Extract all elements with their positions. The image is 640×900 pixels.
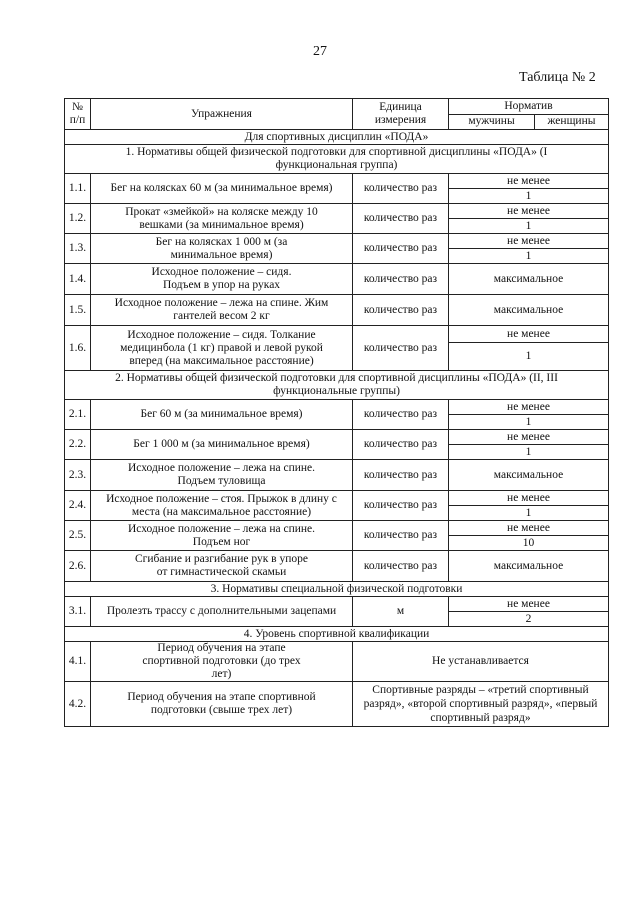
row-unit: м xyxy=(353,597,449,627)
row-exercise: Период обучения на этапе спортивной подготовки (до трех лет) xyxy=(91,642,353,682)
row-exercise: Бег на колясках 60 м (за минимальное время) xyxy=(91,174,353,204)
row-num: 2.2. xyxy=(65,430,91,460)
row-unit: количество раз xyxy=(353,400,449,430)
row-exercise: Бег на колясках 1 000 м (за минимальное время) xyxy=(91,234,353,264)
row-norm-label: не менее xyxy=(449,430,609,445)
row-num: 3.1. xyxy=(65,597,91,627)
section-4-title: 4. Уровень спортивной квалификации xyxy=(65,627,609,642)
table-row xyxy=(65,264,609,295)
section-1-title: 1. Нормативы общей физической подготовки для спортивной дисциплины «ПОДА» (I функциональная группа) xyxy=(65,145,609,174)
row-value: 1 xyxy=(449,249,609,264)
header-men: мужчины xyxy=(449,114,535,130)
row-num: 4.1. xyxy=(65,642,91,682)
row-num: 2.4. xyxy=(65,491,91,521)
section-2-row xyxy=(65,371,609,400)
row-unit: количество раз xyxy=(353,460,449,491)
row-unit: количество раз xyxy=(353,521,449,551)
row-exercise: Исходное положение – лежа на спине. Подъем ног xyxy=(91,521,353,551)
row-norm-label: не менее xyxy=(449,174,609,189)
row-value: 1 xyxy=(449,415,609,430)
row-unit: количество раз xyxy=(353,295,449,326)
header-norm: Норматив xyxy=(449,99,609,115)
row-exercise: Исходное положение – сидя. Толкание медицинбола (1 кг) правой и левой рукой вперед (на максимальное расстояние) xyxy=(91,326,353,371)
header-women: женщины xyxy=(535,114,609,130)
row-value: 10 xyxy=(449,536,609,551)
table-row xyxy=(65,551,609,582)
discipline-title: Для спортивных дисциплин «ПОДА» xyxy=(65,130,609,145)
table-row xyxy=(65,234,609,249)
table-row xyxy=(65,174,609,189)
row-num: 1.1. xyxy=(65,174,91,204)
row-exercise: Бег 1 000 м (за минимальное время) xyxy=(91,430,353,460)
row-num: 1.4. xyxy=(65,264,91,295)
row-norm-label: не менее xyxy=(449,521,609,536)
row-exercise: Исходное положение – сидя. Подъем в упор на руках xyxy=(91,264,353,295)
section-3-title: 3. Нормативы специальной физической подготовки xyxy=(65,582,609,597)
table-row xyxy=(65,295,609,326)
row-unit: количество раз xyxy=(353,174,449,204)
row-value: максимальное xyxy=(449,264,609,295)
table-label: Таблица № 2 xyxy=(519,70,596,85)
row-num: 1.3. xyxy=(65,234,91,264)
table-row xyxy=(65,521,609,536)
row-unit: количество раз xyxy=(353,491,449,521)
row-value: Не устанавливается xyxy=(353,642,609,682)
row-exercise: Бег 60 м (за минимальное время) xyxy=(91,400,353,430)
row-num: 2.1. xyxy=(65,400,91,430)
row-value: 2 xyxy=(449,612,609,627)
row-exercise: Пролезть трассу с дополнительными зацепами xyxy=(91,597,353,627)
row-unit: количество раз xyxy=(353,264,449,295)
row-unit: количество раз xyxy=(353,234,449,264)
row-exercise: Исходное положение – лежа на спине. Подъем туловища xyxy=(91,460,353,491)
row-exercise: Исходное положение – стоя. Прыжок в длину с места (на максимальное расстояние) xyxy=(91,491,353,521)
row-value: 1 xyxy=(449,506,609,521)
section-4-row xyxy=(65,627,609,642)
row-value: Спортивные разряды – «третий спортивный разряд», «второй спортивный разряд», «первый спортивный разряд» xyxy=(353,682,609,727)
row-value: 1 xyxy=(449,219,609,234)
section-1-row xyxy=(65,145,609,174)
section-3-row xyxy=(65,582,609,597)
table-row xyxy=(65,460,609,491)
row-norm-label: не менее xyxy=(449,400,609,415)
table-row xyxy=(65,597,609,612)
norms-table xyxy=(64,98,609,727)
page-number: 27 xyxy=(313,44,327,59)
table-row xyxy=(65,400,609,415)
table-row xyxy=(65,491,609,506)
table-row xyxy=(65,430,609,445)
header-exercise: Упражнения xyxy=(91,99,353,130)
header-unit: Единица измерения xyxy=(353,99,449,130)
row-value: максимальное xyxy=(449,460,609,491)
row-value: максимальное xyxy=(449,551,609,582)
row-value: 1 xyxy=(449,445,609,460)
row-unit: количество раз xyxy=(353,326,449,371)
row-num: 2.6. xyxy=(65,551,91,582)
row-num: 1.5. xyxy=(65,295,91,326)
row-norm-label: не менее xyxy=(449,597,609,612)
row-norm-label: не менее xyxy=(449,326,609,343)
table-row xyxy=(65,682,609,727)
row-unit: количество раз xyxy=(353,551,449,582)
row-num: 2.3. xyxy=(65,460,91,491)
row-exercise: Период обучения на этапе спортивной подготовки (свыше трех лет) xyxy=(91,682,353,727)
row-norm-label: не менее xyxy=(449,234,609,249)
row-norm-label: не менее xyxy=(449,204,609,219)
row-num: 4.2. xyxy=(65,682,91,727)
table-row xyxy=(65,326,609,343)
row-exercise: Прокат «змейкой» на коляске между 10 вешками (за минимальное время) xyxy=(91,204,353,234)
section-2-title: 2. Нормативы общей физической подготовки для спортивной дисциплины «ПОДА» (II, III функциональные группы) xyxy=(65,371,609,400)
row-num: 1.2. xyxy=(65,204,91,234)
row-exercise: Сгибание и разгибание рук в упоре от гимнастической скамьи xyxy=(91,551,353,582)
discipline-row xyxy=(65,130,609,145)
row-value: максимальное xyxy=(449,295,609,326)
row-unit: количество раз xyxy=(353,430,449,460)
row-unit: количество раз xyxy=(353,204,449,234)
row-num: 2.5. xyxy=(65,521,91,551)
table-row xyxy=(65,204,609,219)
table-row xyxy=(65,642,609,682)
row-value: 1 xyxy=(449,189,609,204)
header-num: № п/п xyxy=(65,99,91,130)
row-value: 1 xyxy=(449,343,609,371)
row-exercise: Исходное положение – лежа на спине. Жим гантелей весом 2 кг xyxy=(91,295,353,326)
row-num: 1.6. xyxy=(65,326,91,371)
row-norm-label: не менее xyxy=(449,491,609,506)
header-row xyxy=(65,99,609,115)
